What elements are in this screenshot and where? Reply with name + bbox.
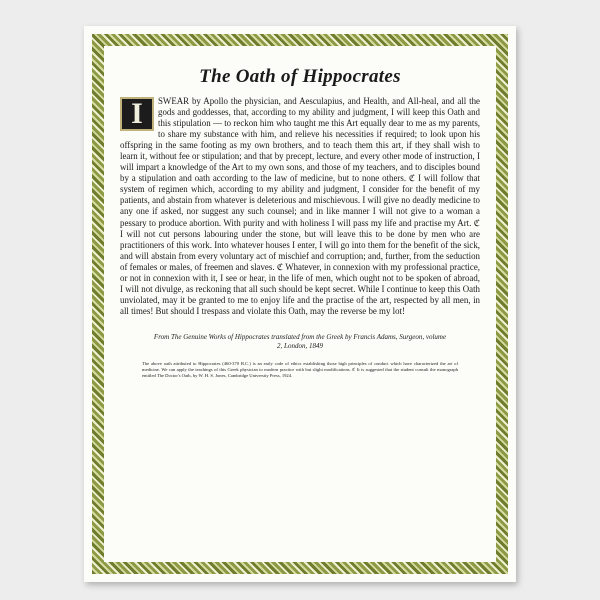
poster-title: The Oath of Hippocrates xyxy=(199,66,401,87)
oath-text xyxy=(120,96,480,317)
poster-content xyxy=(112,52,488,558)
translation-credit: From The Genuine Works of Hippocrates translated from the Greek by Francis Adams, Surgeon, volume 2, London, 1849 xyxy=(153,332,447,350)
footnote: The above oath attributed to Hippocrates (460-370 B.C.) is an early code of ethics establishing those high principles of conduct which have characterized the art of medicine. We can apply the teachings of this Greek physician to modern practice with but slight modifications. ℭ It is suggested that the student consult the monograph entitled The Doctor's Oath, by W. H. S. Jones, Cambridge University Press, 1924. xyxy=(142,360,458,378)
poster xyxy=(84,26,516,582)
oath-body: SWEAR by Apollo the physician, and Aesculapius, and Health, and All-heal, and all the gods and goddesses, that, according to my ability and judgment, I will keep this Oath and this stipulation — to reckon him who taught me this Art equally dear to me as my parents, to share my substance with him, and relieve his necessities if required; to look upon his offspring in the same footing as my own brothers, and to teach them this art, if they shall wish to learn it, without fee or stipulation; and that by precept, lecture, and every other mode of instruction, I will impart a knowledge of the Art to my own sons, and those of my teachers, and to disciples bound by a stipulation and oath according to the law of medicine, but to none others. ℭ I will follow that system of regimen which, according to my ability and judgment, I consider for the benefit of my patients, and abstain from whatever is deleterious and mischievous. I will give no deadly medicine to any one if asked, nor suggest any such counsel; and in like manner I will not give to a woman a pessary to produce abortion. With purity and with holiness I will pass my life and practise my Art. ℭ I will not cut persons labouring under the stone, but will leave this to be done by men who are practitioners of this work. Into whatever houses I enter, I will go into them for the benefit of the sick, and will abstain from every voluntary act of mischief and corruption; and, further, from the seduction of females or males, of freemen and slaves. ℭ Whatever, in connexion with my professional practice, or not in connexion with it, I see or hear, in the life of men, which ought not to be spoken of abroad, I will not divulge, as reckoning that all such should be kept secret. While I continue to keep this Oath unviolated, may it be granted to me to enjoy life and the practise of the art, respected by all men, in all times! But should I trespass and violate this Oath, may the reverse be my lot! xyxy=(120,96,480,316)
drop-cap-letter: I xyxy=(120,97,154,131)
